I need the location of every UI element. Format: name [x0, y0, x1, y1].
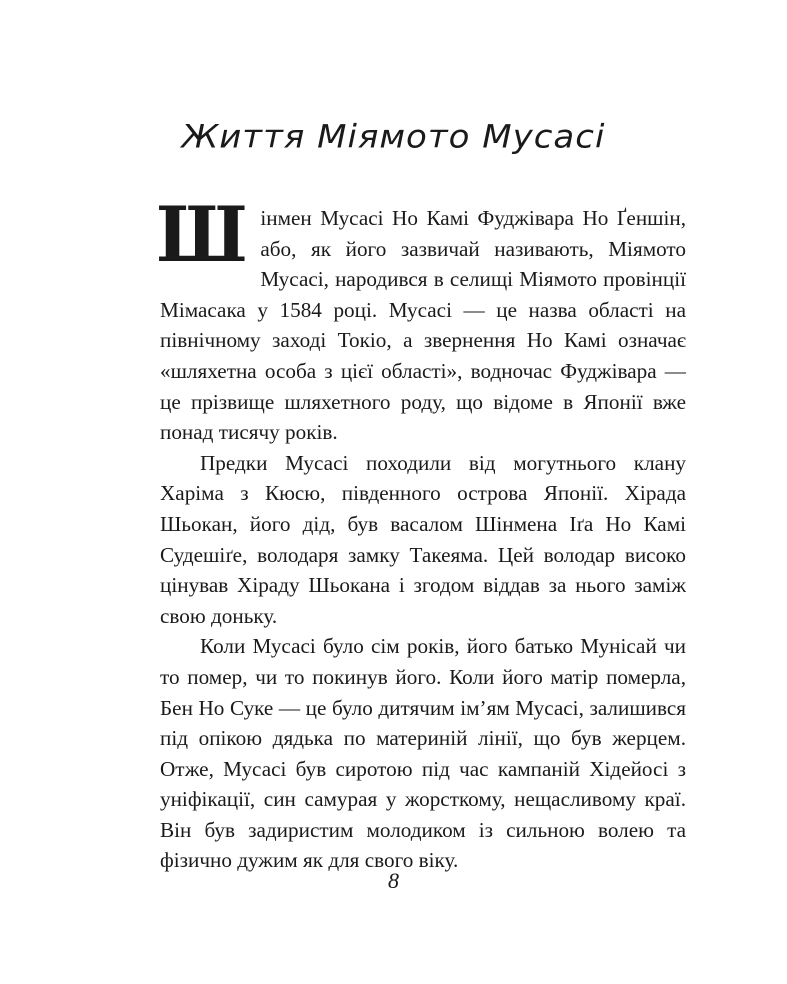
page-number: 8 [388, 868, 399, 893]
drop-cap: Ш [156, 190, 248, 279]
body-text [156, 190, 686, 876]
paragraph-1-text: інмен Мусасі Но Камі Фуджівара Но Ґеншін, або, як його зазвичай називають, Міямото Мусасі, народився в селищі Міямото провінції Мімасака у 1584 році. Мусасі — це назва області на північному заході Токіо, а звернення Но Камі означає «шляхетна особа з цієї області», водночас Фуджівара — це прізвище шляхетного роду, що відоме в Японії вже понад тисячу років. [160, 206, 686, 445]
paragraph-2: Предки Мусасі походили від могутнього клану Харіма з Кюсю, південного острова Японії. Хірада Шьокан, його дід, був васалом Шінмена Іґа Но Камі Судешіґе, володаря замку Такеяма. Цей володар високо цінував Хіраду Шьокана і згодом віддав за нього заміж свою доньку. [160, 450, 686, 628]
chapter-title: Життя Міямото Мусасі [181, 118, 606, 156]
paragraph-1 [156, 190, 686, 448]
paragraph-3: Коли Мусасі було сім років, його батько Мунісай чи то помер, чи то покинув його. Коли його матір померла, Бен Но Суке — це було дитячим ім’ям Мусасі, залишився під опікою дядька по материній лінії, що був жерцем. Отже, Мусасі був сиротою під час кампаній Хідейосі з уніфікації, син самурая у жорсткому, нещасливому краї. Він був задиристим молодиком із сильною волею та фізично дужим як для свого віку. [160, 634, 686, 873]
